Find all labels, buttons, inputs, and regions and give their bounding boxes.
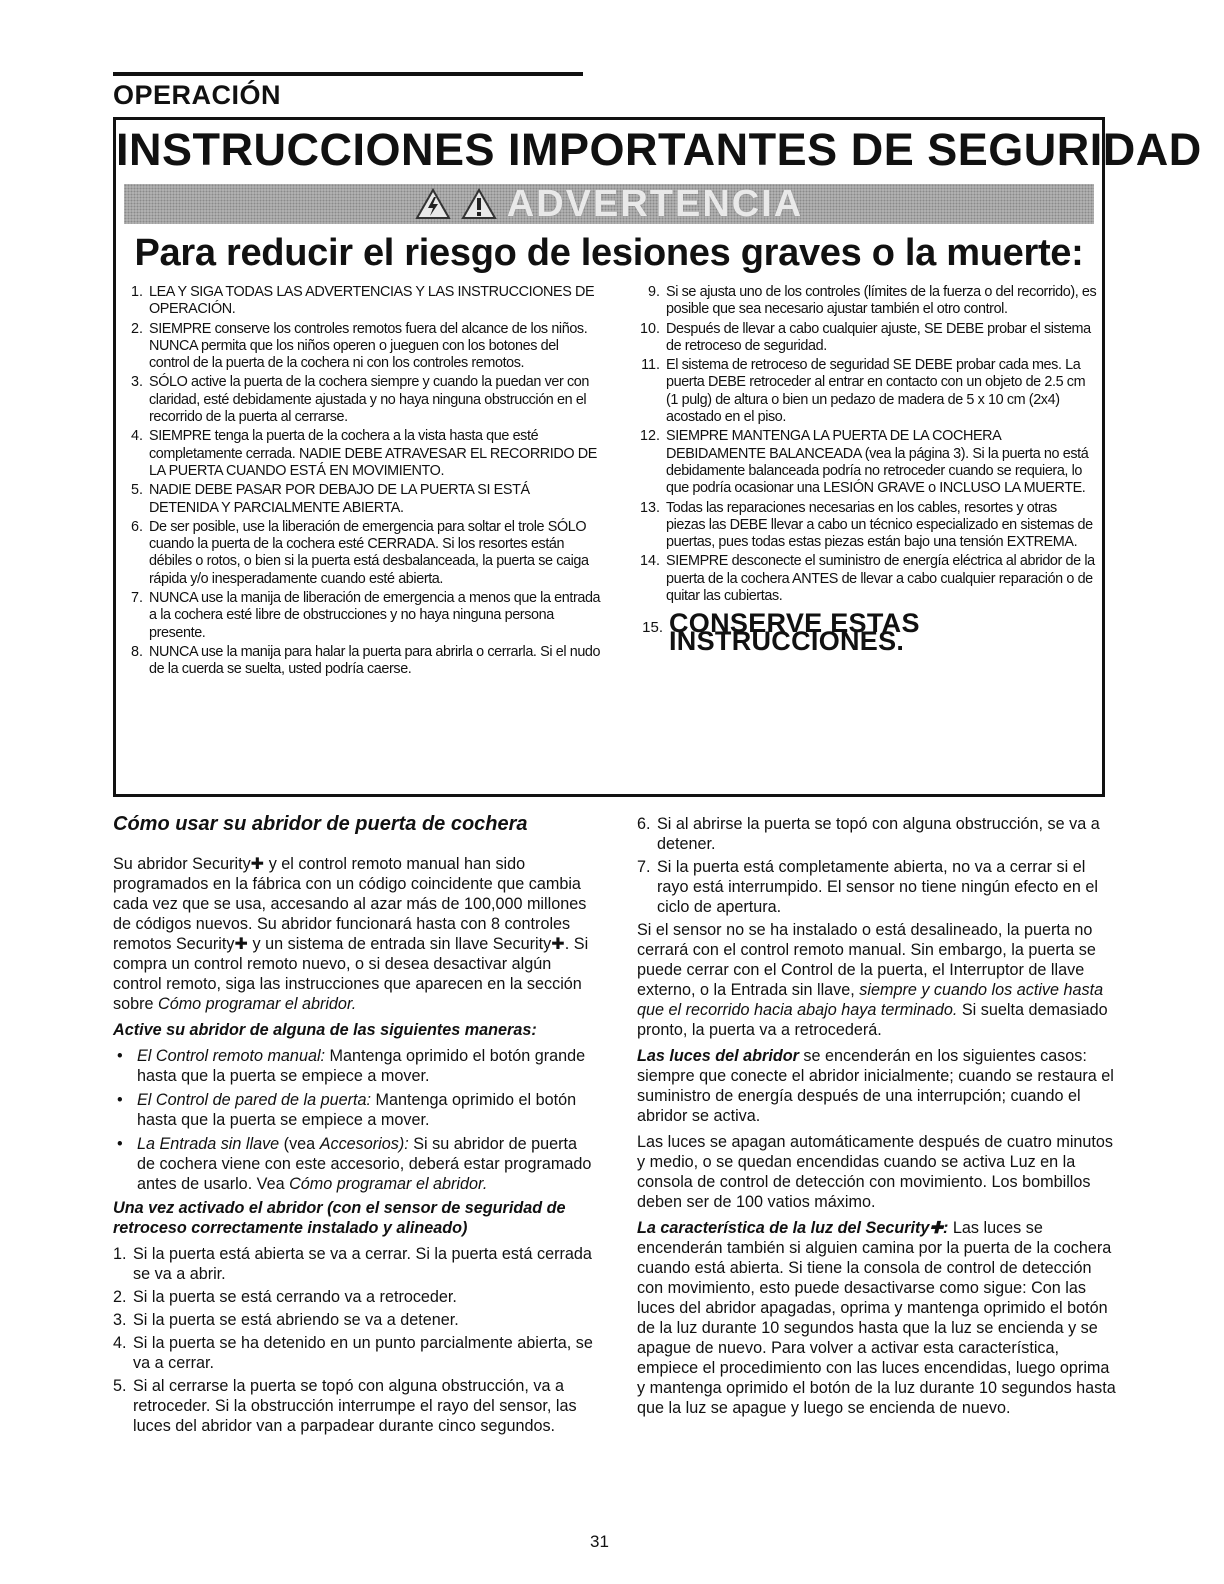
safety-item: 10. Después de llevar a cabo cualquier ajuste, SE DEBE probar el sistema de retroceso de seguridad. — [639, 320, 1091, 354]
intro-paragraph: Su abridor Security✚ y el control remoto manual han sido programados en la fábrica con un código coincidente que cambia cada vez que se usa, accesando al azar más de 100,000 millones de códigos nuevos. Su abridor funcionará hasta con 8 controles remotos Security✚ y un sistema de entrada sin llave Security✚. Si compra un control remoto nuevo, o si desea desactivar algún control remoto, siga las instrucciones que aparecen en la sección sobre Cómo programar el abridor. — [113, 855, 589, 1013]
section-title: OPERACIÓN — [113, 80, 282, 110]
page-number: 31 — [590, 1532, 609, 1551]
usage-heading: Cómo usar su abridor de puerta de cochera — [113, 813, 528, 835]
sensor-paragraph: Si el sensor no se ha instalado o está desalineado, la puerta no cerrará con el control remoto manual. Sin embargo, la puerta se puede cerrar con el Control de la puerta, el Interruptor de llave externo, o la Entrada sin llave, siempre y cuando los active hasta que el recorrido hacia abajo haya terminado. Si suelta demasiado pronto, la puerta va a retrocederá. — [637, 921, 1108, 1039]
list-item: • La Entrada sin llave (vea Accesorios): Si su abridor de puerta de cochera viene con este accesorio, deberá estar programado antes de usarlo. Vea Cómo programar el abridor. — [113, 1134, 599, 1194]
list-item: 1. Si la puerta está abierta se va a cerrar. Si la puerta está cerrada se va a abrir. — [113, 1245, 592, 1283]
safety-item: 7. NUNCA use la manija de liberación de emergencia a menos que la entrada a la cochera esté libre de obstrucciones y no haya ninguna persona presente. — [130, 590, 601, 641]
safety-list-right — [638, 284, 1098, 656]
safety-instructions-box — [113, 117, 1202, 797]
safety-item: 8. NUNCA use la manija para halar la puerta para abrirla o cerrarla. Si el nudo de la cuerda se suelta, usted podría caerse. — [130, 643, 601, 678]
warning-headline: Para reducir el riesgo de lesiones graves o la muerte: — [134, 232, 1084, 274]
safety-box-title: INSTRUCCIONES IMPORTANTES DE SEGURIDAD — [116, 124, 1202, 175]
safety-item: 12. SIEMPRE MANTENGA LA PUERTA DE LA COCHERA DEBIDAMENTE BALANCEADA (vea la página 3). Si la puerta no está debidamente balanceada podría no retroceder cuando se requiera, lo que podría ocasionar una LESIÓN GRAVE o INCLUSO LA MUERTE. — [639, 428, 1089, 497]
feature-paragraph: La característica de la luz del Security✚: Las luces se encenderán también si alguien camina por la puerta de la cochera cuando está abierta. Si tiene la consola de control de detección con movimiento, esto puede desactivarse como sigue: Con las luces del abridor apagadas, oprima y mantenga oprimido el botón de la luz durante 10 segundos hasta que la luz se encienda y se apague de nuevo. Para volver a activar esta característica, empiece el procedimiento con las luces encendidas, luego oprima y mantenga oprimido el botón de la luz durante 10 segundos hasta que la luz se apague y luego se encienda de nuevo. — [637, 1219, 1116, 1417]
list-item: 2. Si la puerta se está cerrando va a retroceder. — [113, 1288, 457, 1306]
safety-item: 14. SIEMPRE desconecte el suministro de energía eléctrica al abridor de la puerta de la cochera ANTES de llevar a cabo cualquier reparación o de quitar las cubiertas. — [639, 553, 1095, 605]
list-item: 5. Si al cerrarse la puerta se topó con alguna obstrucción, va a retroceder. Si la obstrucción interrumpe el rayo del sensor, las luces del abridor van a parpadear durante cinco segundos. — [113, 1377, 577, 1435]
safety-item: 13. Todas las reparaciones necesarias en los cables, resortes y otras piezas las DEBE llevar a cabo un técnico especializado en sistemas de puertas, pues todas estas piezas están bajo una tensión EXTREMA. — [639, 499, 1093, 551]
section-rule — [113, 72, 583, 76]
activated-heading: Una vez activado el abridor (con el sensor de seguridad de retroceso correctamente instalado y alineado) — [113, 1199, 566, 1237]
bullet: • — [117, 1135, 123, 1153]
list-item: 7. Si la puerta está completamente abierta, no va a cerrar si el rayo está interrumpido. El sensor no tiene ningún efecto en el ciclo de apertura. — [637, 858, 1098, 916]
conserve-instructions: 15. CONSERVE ESTAS INSTRUCCIONES. — [642, 608, 920, 656]
list-item: 6. Si al abrirse la puerta se topó con alguna obstrucción, se va a detener. — [637, 815, 1100, 853]
safety-item: 3. SÓLO active la puerta de la cochera siempre y cuando la puedan ver con claridad, esté debidamente ajustada y no haya ninguna obstrucción en el recorrido de la puerta al cerrarse. — [130, 374, 589, 426]
safety-item: 4. SIEMPRE tenga la puerta de la cochera a la vista hasta que esté completamente cerrada. NADIE DEBE ATRAVESAR EL RECORRIDO DE LA PUERTA CUANDO ESTÁ EN MOVIMIENTO. — [130, 428, 597, 479]
warning-band — [124, 184, 1094, 224]
electric-hazard-icon — [415, 188, 451, 220]
lights-off-paragraph: Las luces se apagan automáticamente después de cuatro minutos y medio, o se quedan encendidas cuando se activa Luz en la consola de control de detección con movimiento. Los bombillos deben ser de 100 vatios máximo. — [637, 1133, 1114, 1211]
bullet: • — [117, 1047, 123, 1065]
bullet: • — [117, 1091, 123, 1109]
safety-item: 11. El sistema de retroceso de seguridad SE DEBE probar cada mes. La puerta DEBE retroceder al entrar en contacto con un objeto de 2.5 cm (1 pulg) de altura o bien un pedazo de madera de 5 x 10 cm (2x4) acostado en el piso. — [641, 357, 1086, 426]
list-item: 3. Si la puerta se está abriendo se va a detener. — [113, 1311, 459, 1329]
safety-item: 2. SIEMPRE conserve los controles remotos fuera del alcance de los niños. NUNCA permita que los niños operen o jueguen con los botones del control de la puerta de la cochera ni con los controles remotos. — [130, 320, 588, 372]
warning-label: ADVERTENCIA — [506, 182, 804, 225]
left-column — [113, 814, 599, 1439]
safety-list-left — [121, 284, 601, 681]
safety-item: 1. LEA Y SIGA TODAS LAS ADVERTENCIAS Y LAS INSTRUCCIONES DE OPERACIÓN. — [130, 284, 595, 318]
warning-triangle-icon — [461, 188, 497, 220]
list-item: 4. Si la puerta se ha detenido en un punto parcialmente abierta, se va a cerrar. — [113, 1334, 593, 1372]
safety-item: 5. NADIE DEBE PASAR POR DEBAJO DE LA PUERTA SI ESTÁ DETENIDA Y PARCIALMENTE ABIERTA. — [130, 482, 530, 516]
safety-item: 9. Si se ajusta uno de los controles (límites de la fuerza o del recorrido), es posible que sea necesario ajustar también el otro control. — [647, 284, 1097, 318]
activate-heading: Active su abridor de alguna de las siguientes maneras: — [113, 1021, 537, 1039]
lights-paragraph: Las luces del abridor se encenderán en los siguientes casos: siempre que conecte el abridor inicialmente; cuando se restaura el suministro de energía después de una interrupción; cuando el abridor se activa. — [637, 1047, 1114, 1125]
right-column — [637, 814, 1121, 1424]
list-item: • El Control remoto manual: Mantenga oprimido el botón grande hasta que la puerta se empiece a mover. — [113, 1046, 599, 1086]
list-item: • El Control de pared de la puerta: Mantenga oprimido el botón hasta que la puerta se empiece a mover. — [113, 1090, 599, 1130]
safety-item: 6. De ser posible, use la liberación de emergencia para soltar el trole SÓLO cuando la puerta de la cochera esté CERRADA. Si los resortes están débiles o rotos, o bien si la puerta está desbalanceada, la puerta se caiga rápida y/o inesperadamente cuando esté abierta. — [130, 518, 589, 587]
